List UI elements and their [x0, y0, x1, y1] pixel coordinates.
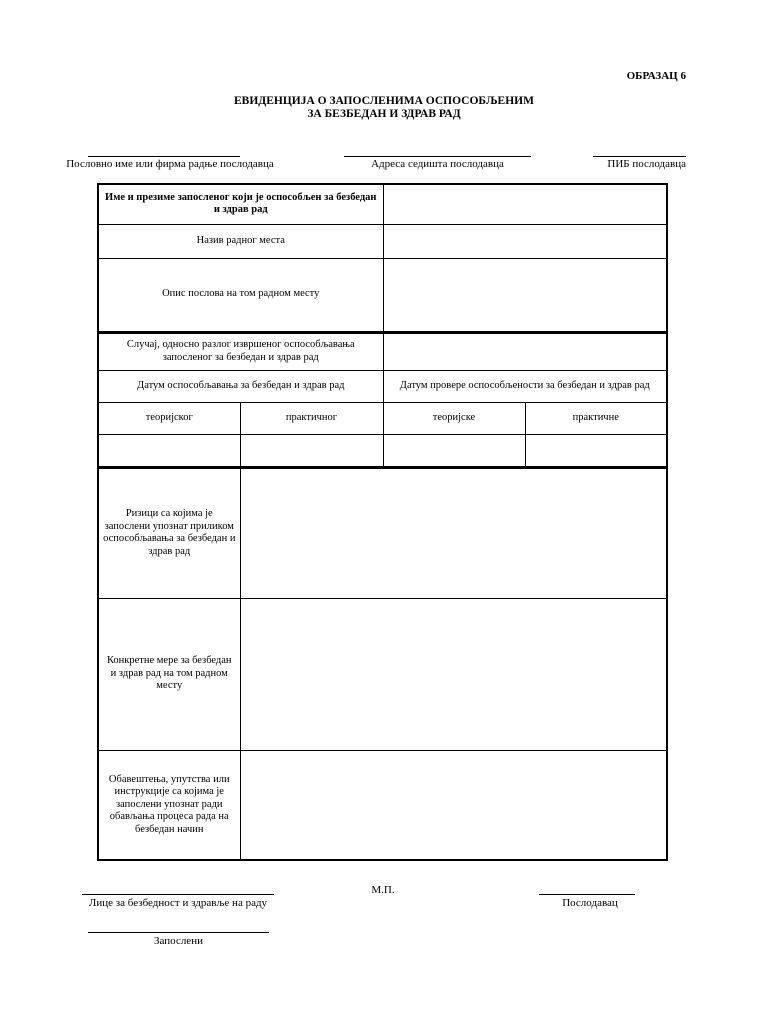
risks-field[interactable]: [240, 467, 667, 598]
theoretical-training-date-field[interactable]: [98, 434, 240, 467]
measures-row: [98, 598, 667, 750]
training-date-label: Датум оспособљавања за безбедан и здрав рад: [98, 370, 383, 402]
job-title-label: Назив радног места: [98, 224, 383, 258]
employee-name-row: [98, 184, 667, 224]
safety-officer-signature-line[interactable]: [82, 894, 274, 895]
notices-row: [98, 750, 667, 860]
employee-name-field[interactable]: [383, 184, 667, 224]
employee-signature-line[interactable]: [88, 932, 269, 933]
reason-field[interactable]: [383, 332, 667, 370]
risks-label: Ризици са којима је запослени упознат приликом оспособљавања за безбедан и здрав рад: [98, 467, 240, 598]
practical-check-label: практичне: [525, 402, 667, 434]
business-name-label: Пословно име или фирма радње послодавца: [66, 158, 274, 170]
job-title-row: [98, 224, 667, 258]
stamp-label: М.П.: [371, 884, 395, 896]
practical-training-date-field[interactable]: [240, 434, 383, 467]
dates-subheader-row: [98, 402, 667, 434]
job-title-field[interactable]: [383, 224, 667, 258]
tax-id-line[interactable]: [593, 156, 686, 157]
theoretical-check-date-field[interactable]: [383, 434, 525, 467]
reason-label: Случај, односно разлог извршеног оспособљавања запосленог за безбедан и здрав рад: [98, 332, 383, 370]
employer-signature-line[interactable]: [539, 894, 635, 895]
practical-training-label: практичног: [240, 402, 383, 434]
job-description-row: [98, 258, 667, 332]
notices-label: Обавештења, упутства или инструкције са којима је запослени упознат ради обављања процеса рада на безбедан начин: [98, 750, 240, 860]
check-date-label: Датум провере оспособљености за безбедан и здрав рад: [383, 370, 667, 402]
job-description-field[interactable]: [383, 258, 667, 332]
address-line[interactable]: [344, 156, 531, 157]
employee-label: Запослени: [154, 935, 203, 947]
title-line-1: ЕВИДЕНЦИЈА О ЗАПОСЛЕНИМА ОСПОСОБЉЕНИМ: [234, 95, 534, 107]
practical-check-date-field[interactable]: [525, 434, 667, 467]
address-label: Адреса седишта послодавца: [371, 158, 504, 170]
measures-field[interactable]: [240, 598, 667, 750]
employee-name-label: Име и презиме запосленог који је оспособљен за безбедан и здрав рад: [98, 184, 383, 224]
safety-officer-label: Лице за безбедност и здравље на раду: [88, 897, 268, 909]
dates-header-row: [98, 370, 667, 402]
measures-label: Конкретне мере за безбедан и здрав рад на том радном месту: [98, 598, 240, 750]
title-line-2: ЗА БЕЗБЕДАН И ЗДРАВ РАД: [307, 108, 461, 120]
employer-label: Послодавац: [562, 897, 618, 909]
business-name-line[interactable]: [88, 156, 240, 157]
theoretical-training-label: теоријског: [98, 402, 240, 434]
dates-value-row: [98, 434, 667, 467]
employee-training-table: [97, 183, 668, 861]
theoretical-check-label: теоријске: [383, 402, 525, 434]
job-description-label: Опис послова на том радном месту: [98, 258, 383, 332]
form-number: ОБРАЗАЦ 6: [626, 70, 686, 82]
notices-field[interactable]: [240, 750, 667, 860]
risks-row: [98, 467, 667, 598]
tax-id-label: ПИБ послодавца: [607, 158, 686, 170]
reason-row: [98, 332, 667, 370]
